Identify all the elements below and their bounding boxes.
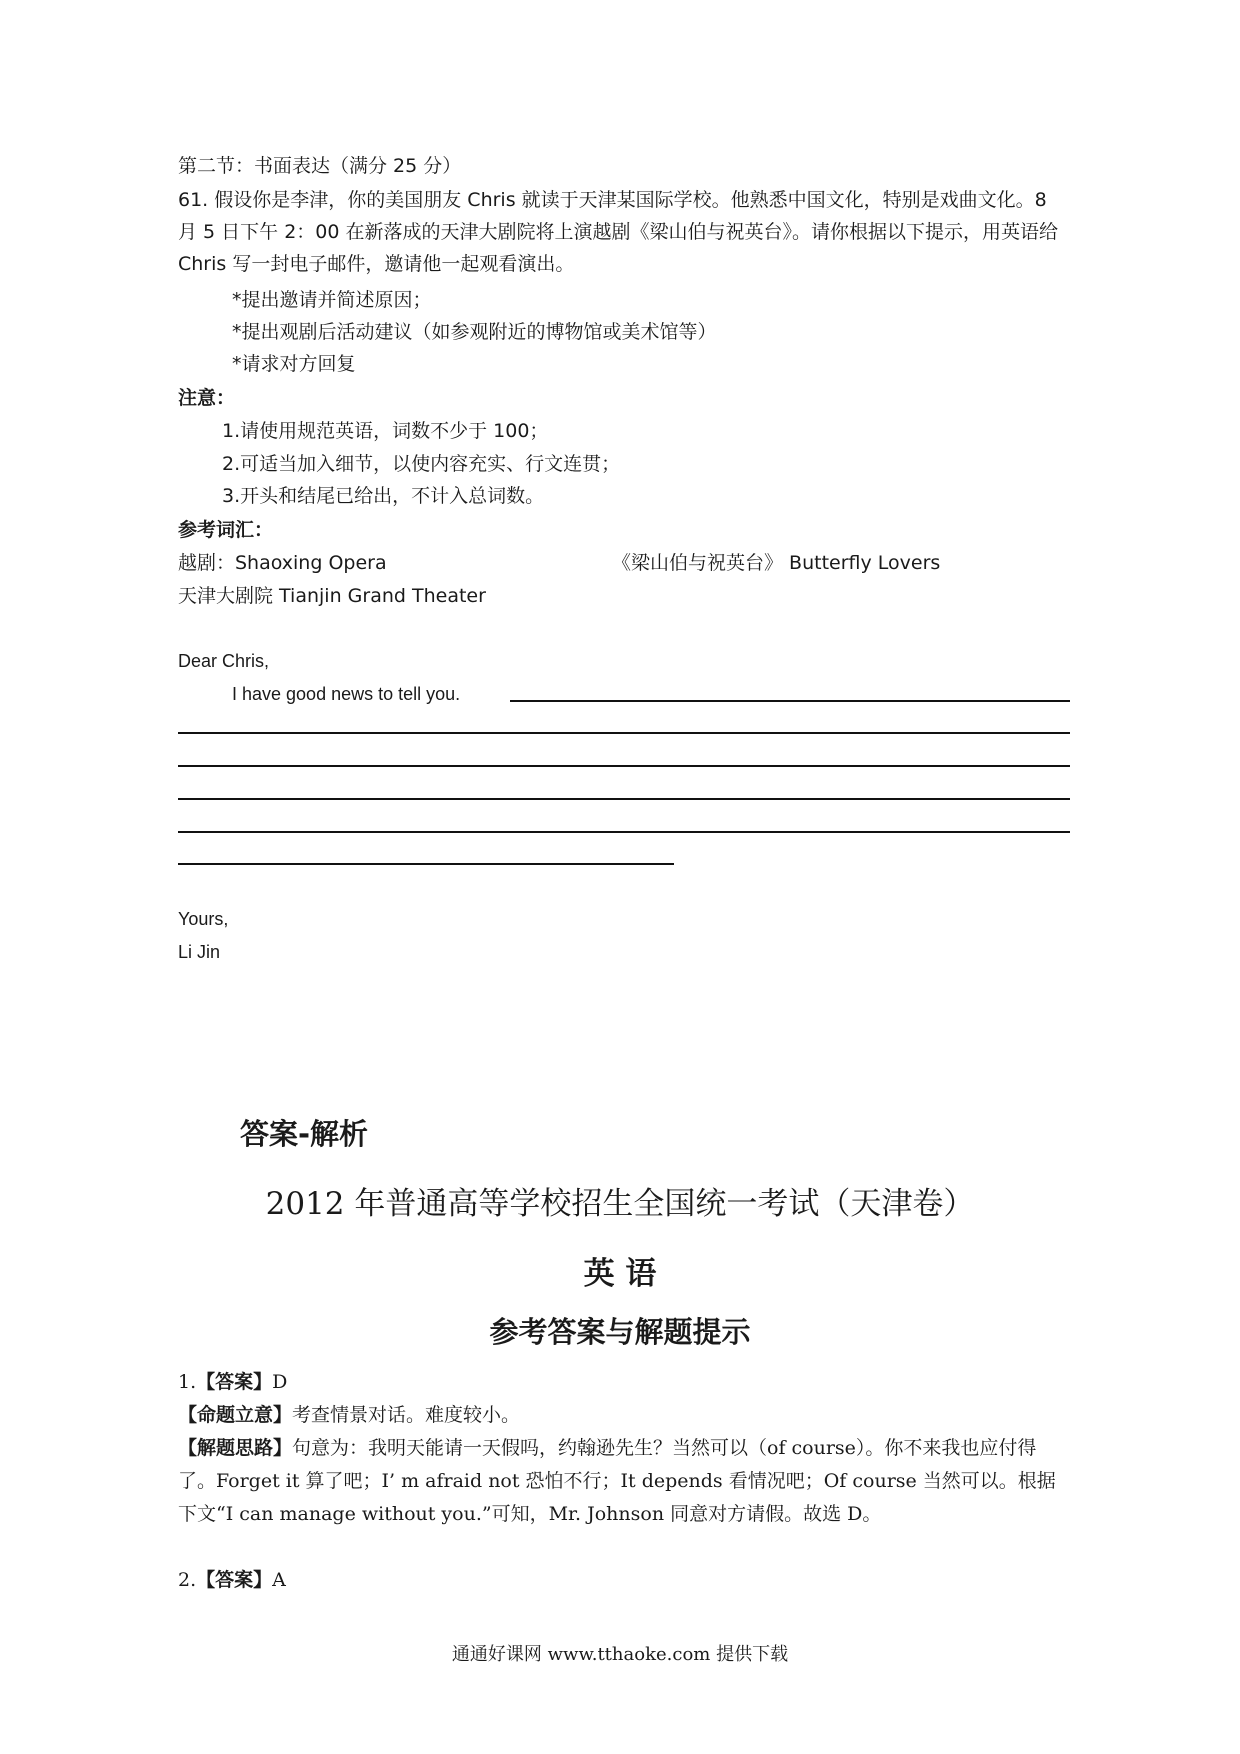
- answers-section-label: 答案-解析: [240, 1117, 369, 1151]
- answer-item-2: [178, 1564, 286, 1597]
- analysis-label: 【解题思路】: [178, 1437, 293, 1459]
- vocab-shaoxing-opera: 越剧：Shaoxing Opera: [178, 552, 387, 574]
- answer-value: A: [272, 1569, 286, 1591]
- letter-opening: I have good news to tell you.: [232, 684, 461, 704]
- letter-salutation: Dear Chris,: [178, 651, 270, 671]
- intent-line-1: [178, 1399, 520, 1432]
- subject-title: 英 语: [583, 1256, 657, 1292]
- item-number: 1.: [178, 1371, 197, 1393]
- answer-line-5: [178, 831, 1070, 833]
- vocab-butterfly-lovers: 《梁山伯与祝英台》 Butterfly Lovers: [612, 552, 941, 574]
- answer-line-3: [178, 765, 1070, 767]
- item-number: 2.: [178, 1569, 197, 1591]
- note-3: 3.开头和结尾已给出，不计入总词数。: [222, 485, 545, 507]
- prompt-point-2: *提出观剧后活动建议（如参观附近的博物馆或美术馆等）: [232, 321, 717, 343]
- answer-line-4: [178, 798, 1070, 800]
- intent-text: 考查情景对话。难度较小。: [292, 1404, 521, 1426]
- notes-heading: 注意：: [178, 387, 236, 409]
- analysis-text: 句意为：我明天能请一天假吗，约翰逊先生？当然可以（of course）。你不来我也应付得了。Forget it 算了吧；I’ m afraid not 恐怕不行；It depends 看情况吧；Of course 当然可以。根据下文“I can manage without you.”可知，Mr. Johnson 同意对方请假。故选 D。: [178, 1437, 1056, 1525]
- prompt-point-3: *请求对方回复: [232, 353, 356, 375]
- answer-line-2: [178, 732, 1070, 734]
- answer-line-1: [510, 700, 1070, 702]
- answer-item-1: [178, 1366, 287, 1399]
- page-footer: 通通好课网 www.tthaoke.com 提供下载: [451, 1644, 789, 1665]
- answer-line-6: [178, 863, 674, 865]
- letter-closing: Yours,: [178, 909, 229, 929]
- answers-subtitle: 参考答案与解题提示: [489, 1315, 751, 1349]
- answer-label: 【答案】: [196, 1371, 273, 1393]
- answer-label: 【答案】: [196, 1569, 273, 1591]
- intent-label: 【命题立意】: [178, 1404, 293, 1426]
- note-2: 2.可适当加入细节，以使内容充实、行文连贯；: [222, 453, 621, 475]
- prompt-point-1: *提出邀请并简述原因；: [232, 289, 432, 311]
- note-1: 1.请使用规范英语，词数不少于 100；: [222, 420, 549, 442]
- letter-signature: Li Jin: [178, 942, 221, 962]
- answer-value: D: [272, 1371, 288, 1393]
- question-61-text: 61. 假设你是李津，你的美国朋友 Chris 就读于天津某国际学校。他熟悉中国文化，特别是戏曲文化。8 月 5 日下午 2：00 在新落成的天津大剧院将上演越剧《梁山伯与祝英台》。请你根据以下提示，用英语给 Chris 写一封电子邮件，邀请他一起观看演出。: [178, 189, 1059, 275]
- vocab-heading: 参考词汇：: [178, 519, 274, 541]
- analysis-paragraph-1: [178, 1432, 1068, 1531]
- vocab-grand-theater: 天津大剧院 Tianjin Grand Theater: [178, 585, 486, 607]
- section-title: 第二节：书面表达（满分 25 分）: [178, 155, 462, 177]
- exam-title: 2012 年普通高等学校招生全国统一考试（天津卷）: [265, 1186, 975, 1222]
